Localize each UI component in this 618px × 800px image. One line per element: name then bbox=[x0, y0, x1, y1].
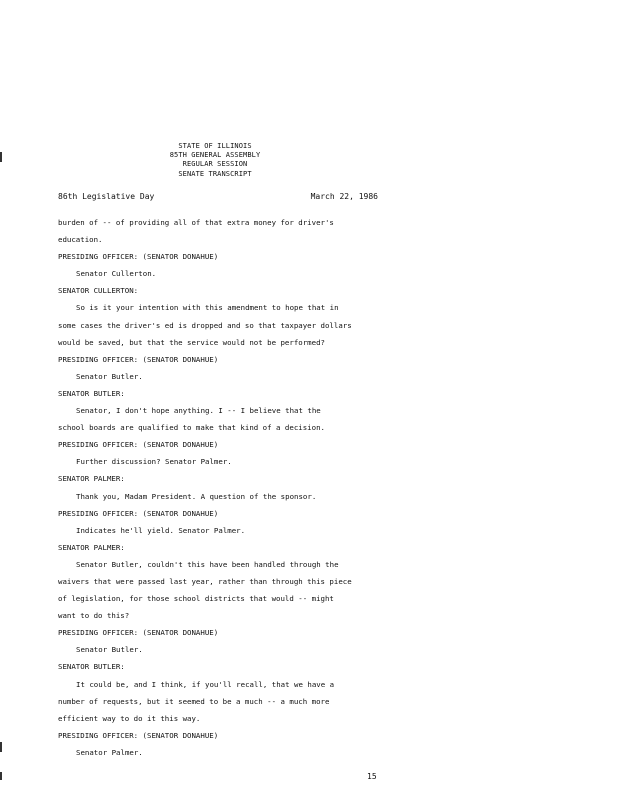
left-margin-mark bbox=[0, 772, 2, 780]
transcript-line: Senator, I don't hope anything. I -- I believe that the bbox=[76, 406, 321, 416]
transcript-line: SENATOR PALMER: bbox=[58, 542, 125, 552]
page-number: 15 bbox=[367, 772, 377, 781]
transcript-line: Further discussion? Senator Palmer. bbox=[76, 457, 232, 467]
transcript-header bbox=[140, 142, 290, 179]
transcript-line: Thank you, Madam President. A question of the sponsor. bbox=[76, 491, 317, 501]
transcript-line: number of requests, but it seemed to be a much -- a much more bbox=[58, 696, 330, 706]
transcript-line: PRESIDING OFFICER: (SENATOR DONAHUE) bbox=[58, 354, 219, 364]
header-transcript: SENATE TRANSCRIPT bbox=[178, 169, 252, 178]
transcript-line: So is it your intention with this amendment to hope that in bbox=[76, 303, 339, 313]
transcript-line: school boards are qualified to make that kind of a decision. bbox=[58, 423, 325, 433]
header-session: REGULAR SESSION bbox=[182, 160, 248, 169]
transcript-line: SENATOR CULLERTON: bbox=[58, 286, 139, 296]
transcript-line: It could be, and I think, if you'll recall, that we have a bbox=[76, 679, 335, 689]
transcript-line: want to do this? bbox=[58, 611, 130, 621]
transcript-line: of legislation, for those school districts that would -- might bbox=[58, 594, 334, 604]
transcript-line: education. bbox=[58, 235, 103, 245]
transcript-line: efficient way to do it this way. bbox=[58, 713, 201, 723]
transcript-line: PRESIDING OFFICER: (SENATOR DONAHUE) bbox=[58, 508, 219, 518]
transcript-line: Senator Cullerton. bbox=[76, 269, 157, 279]
left-margin-mark bbox=[0, 152, 2, 162]
header-assembly: 85TH GENERAL ASSEMBLY bbox=[169, 151, 261, 160]
transcript-line: some cases the driver's ed is dropped and so that taxpayer dollars bbox=[58, 320, 352, 330]
transcript-line: Senator Butler, couldn't this have been handled through the bbox=[76, 559, 339, 569]
legislative-day: 86th Legislative Day bbox=[58, 192, 155, 201]
transcript-line: PRESIDING OFFICER: (SENATOR DONAHUE) bbox=[58, 252, 219, 262]
transcript-line: Senator Butler. bbox=[76, 645, 143, 655]
left-margin-mark bbox=[0, 742, 2, 752]
transcript-line: PRESIDING OFFICER: (SENATOR DONAHUE) bbox=[58, 440, 219, 450]
transcript-line: Indicates he'll yield. Senator Palmer. bbox=[76, 525, 246, 535]
transcript-line: waivers that were passed last year, rather than through this piece bbox=[58, 576, 352, 586]
transcript-line: Senator Palmer. bbox=[76, 747, 143, 757]
transcript-line: SENATOR PALMER: bbox=[58, 474, 125, 484]
transcript-line: burden of -- of providing all of that extra money for driver's bbox=[58, 218, 334, 227]
transcript-line: would be saved, but that the service would not be performed? bbox=[58, 337, 325, 347]
transcript-line: SENATOR BUTLER: bbox=[58, 662, 125, 672]
transcript-line: PRESIDING OFFICER: (SENATOR DONAHUE) bbox=[58, 730, 219, 740]
transcript-line: SENATOR BUTLER: bbox=[58, 388, 125, 398]
session-date: March 22, 1986 bbox=[310, 192, 378, 201]
transcript-line: PRESIDING OFFICER: (SENATOR DONAHUE) bbox=[58, 628, 219, 638]
transcript-body bbox=[58, 214, 378, 761]
transcript-line: Senator Butler. bbox=[76, 371, 143, 381]
header-state: STATE OF ILLINOIS bbox=[178, 142, 252, 150]
